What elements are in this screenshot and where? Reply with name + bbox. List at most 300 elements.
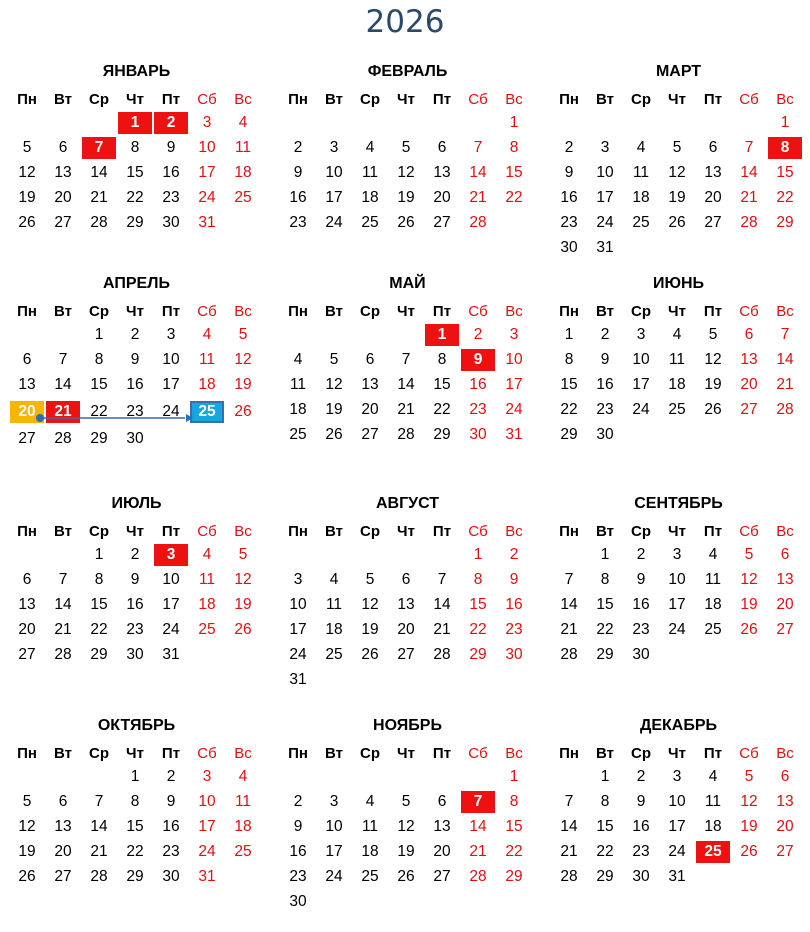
day-cell: 24	[596, 214, 614, 231]
day-cell: 29	[596, 868, 614, 885]
weekday-header: Вт	[325, 91, 343, 108]
day-cell: 31	[198, 214, 216, 231]
weekday-header: Пт	[161, 303, 181, 320]
day-cell: 24	[198, 189, 216, 206]
weekday-header: Чт	[126, 303, 144, 320]
month-title: АПРЕЛЬ	[103, 275, 170, 292]
day-cell: 17	[198, 164, 216, 181]
weekday-header: Сб	[739, 745, 759, 762]
day-cell: 24	[162, 621, 180, 638]
day-cell: 9	[509, 571, 519, 588]
day-cell: 27	[54, 214, 72, 231]
day-cell: 21	[560, 621, 578, 638]
day-cell: 16	[126, 596, 144, 613]
day-cell: 7	[58, 351, 68, 368]
day-cell: 27	[776, 621, 794, 638]
weekday-header: Пт	[432, 523, 452, 540]
day-cell-highlighted: 25	[190, 401, 224, 423]
day-cell: 11	[361, 818, 379, 835]
day-cell: 6	[401, 571, 411, 588]
weekday-header: Вт	[325, 523, 343, 540]
day-cell: 18	[289, 401, 307, 418]
day-cell: 6	[744, 326, 754, 343]
day-cell: 30	[596, 426, 614, 443]
day-cell: 19	[668, 189, 686, 206]
day-cell: 8	[94, 351, 104, 368]
weekday-header: Вс	[776, 303, 794, 320]
month-title: ИЮЛЬ	[111, 495, 162, 512]
day-cell: 2	[564, 139, 574, 156]
day-cell: 6	[780, 546, 790, 563]
day-cell: 18	[361, 189, 379, 206]
day-cell: 31	[162, 646, 180, 663]
day-cell: 24	[198, 843, 216, 860]
day-cell: 3	[600, 139, 610, 156]
day-cell: 15	[505, 818, 523, 835]
weekday-header: Ср	[89, 745, 109, 762]
day-cell: 27	[704, 214, 722, 231]
day-cell: 1	[94, 326, 104, 343]
day-cell: 12	[740, 793, 758, 810]
day-cell: 5	[329, 351, 339, 368]
day-cell: 10	[596, 164, 614, 181]
weekday-header: Пн	[17, 91, 37, 108]
weekday-header: Пн	[559, 91, 579, 108]
day-cell: 16	[505, 596, 523, 613]
day-cell: 21	[776, 376, 794, 393]
day-cell: 27	[433, 214, 451, 231]
day-cell: 21	[469, 843, 487, 860]
day-cell: 2	[293, 793, 303, 810]
day-cell: 24	[505, 401, 523, 418]
weekday-header: Пт	[161, 91, 181, 108]
weekday-header: Пн	[559, 523, 579, 540]
day-cell: 17	[596, 189, 614, 206]
day-cell: 28	[90, 868, 108, 885]
day-cell: 17	[505, 376, 523, 393]
day-cell: 25	[234, 843, 252, 860]
day-cell: 15	[560, 376, 578, 393]
day-cell: 9	[166, 793, 176, 810]
day-cell: 19	[18, 189, 36, 206]
day-cell: 30	[126, 646, 144, 663]
day-cell: 10	[632, 351, 650, 368]
day-cell: 7	[94, 793, 104, 810]
day-cell: 23	[469, 401, 487, 418]
day-cell: 7	[780, 326, 790, 343]
day-cell: 4	[365, 139, 375, 156]
day-cell: 19	[397, 843, 415, 860]
day-cell: 31	[668, 868, 686, 885]
weekday-header: Пн	[559, 745, 579, 762]
day-cell: 13	[776, 571, 794, 588]
day-cell: 31	[596, 239, 614, 256]
weekday-header: Ср	[631, 745, 651, 762]
day-cell: 2	[600, 326, 610, 343]
day-cell: 14	[560, 596, 578, 613]
day-cell: 6	[708, 139, 718, 156]
day-cell: 30	[162, 868, 180, 885]
day-cell: 24	[668, 843, 686, 860]
day-cell: 26	[325, 426, 343, 443]
day-cell: 3	[672, 768, 682, 785]
day-cell: 25	[704, 621, 722, 638]
day-cell: 8	[473, 571, 483, 588]
day-cell: 10	[668, 793, 686, 810]
day-cell: 13	[54, 164, 72, 181]
weekday-header: Сб	[468, 303, 488, 320]
day-cell: 19	[740, 596, 758, 613]
day-cell: 26	[740, 843, 758, 860]
month-title: ФЕВРАЛЬ	[367, 63, 448, 80]
day-cell: 22	[126, 189, 144, 206]
day-cell: 10	[198, 139, 216, 156]
day-cell: 2	[130, 326, 140, 343]
day-cell: 3	[293, 571, 303, 588]
day-cell: 5	[22, 793, 32, 810]
weekday-header: Пн	[288, 303, 308, 320]
weekday-header: Вс	[776, 523, 794, 540]
day-cell: 17	[162, 596, 180, 613]
weekday-header: Вс	[776, 91, 794, 108]
day-cell: 11	[632, 164, 650, 181]
day-cell: 3	[672, 546, 682, 563]
day-cell: 19	[325, 401, 343, 418]
day-cell: 3	[329, 793, 339, 810]
day-cell: 12	[325, 376, 343, 393]
day-cell: 30	[162, 214, 180, 231]
day-cell: 17	[289, 621, 307, 638]
day-cell: 9	[636, 571, 646, 588]
day-cell: 5	[744, 546, 754, 563]
day-cell: 16	[596, 376, 614, 393]
day-cell: 27	[18, 646, 36, 663]
weekday-header: Вс	[505, 303, 523, 320]
day-cell: 13	[18, 376, 36, 393]
day-cell: 1	[600, 546, 610, 563]
day-cell: 8	[600, 793, 610, 810]
weekday-header: Ср	[631, 523, 651, 540]
day-cell: 29	[469, 646, 487, 663]
day-cell: 20	[740, 376, 758, 393]
weekday-header: Вс	[505, 745, 523, 762]
day-cell: 16	[162, 818, 180, 835]
month-title: АВГУСТ	[375, 495, 440, 512]
day-cell: 17	[198, 818, 216, 835]
weekday-header: Вт	[325, 745, 343, 762]
day-cell: 6	[22, 351, 32, 368]
day-cell: 6	[365, 351, 375, 368]
weekday-header: Ср	[631, 303, 651, 320]
day-cell: 17	[668, 818, 686, 835]
day-cell: 22	[596, 843, 614, 860]
day-cell: 3	[166, 326, 176, 343]
day-cell: 19	[361, 621, 379, 638]
day-cell: 10	[289, 596, 307, 613]
day-cell: 13	[54, 818, 72, 835]
day-cell: 2	[293, 139, 303, 156]
weekday-header: Вт	[325, 303, 343, 320]
day-cell: 28	[740, 214, 758, 231]
weekday-header: Пн	[17, 523, 37, 540]
month-title: ЯНВАРЬ	[102, 63, 171, 80]
weekday-header: Пн	[288, 91, 308, 108]
year-title: 2026	[365, 4, 445, 40]
day-cell: 5	[238, 546, 248, 563]
day-cell: 1	[509, 114, 519, 131]
day-cell: 5	[672, 139, 682, 156]
day-cell: 23	[126, 621, 144, 638]
day-cell: 29	[90, 430, 108, 447]
day-cell: 14	[90, 818, 108, 835]
month-title: ДЕКАБРЬ	[639, 717, 718, 734]
day-cell: 29	[560, 426, 578, 443]
day-cell: 20	[776, 818, 794, 835]
day-cell: 9	[600, 351, 610, 368]
day-cell: 1	[509, 768, 519, 785]
arrow-head	[186, 414, 193, 422]
day-cell: 26	[18, 214, 36, 231]
month-title: ОКТЯБРЬ	[97, 717, 176, 734]
day-cell: 14	[740, 164, 758, 181]
day-cell: 30	[560, 239, 578, 256]
day-cell: 25	[234, 189, 252, 206]
day-cell: 14	[54, 376, 72, 393]
day-cell: 7	[58, 571, 68, 588]
day-cell: 15	[776, 164, 794, 181]
weekday-header: Чт	[397, 303, 415, 320]
day-cell: 11	[668, 351, 686, 368]
weekday-header: Чт	[668, 523, 686, 540]
day-cell: 9	[636, 793, 646, 810]
day-cell: 14	[54, 596, 72, 613]
day-cell: 20	[704, 189, 722, 206]
weekday-header: Вс	[234, 745, 252, 762]
day-cell: 10	[325, 818, 343, 835]
day-cell: 12	[234, 351, 252, 368]
day-cell: 26	[740, 621, 758, 638]
day-cell: 23	[560, 214, 578, 231]
weekday-header: Вт	[596, 303, 614, 320]
day-cell-highlighted: 7	[461, 791, 495, 813]
day-cell: 21	[54, 621, 72, 638]
day-cell: 22	[469, 621, 487, 638]
day-cell: 15	[90, 376, 108, 393]
day-cell: 3	[329, 139, 339, 156]
day-cell: 16	[632, 818, 650, 835]
day-cell: 7	[401, 351, 411, 368]
weekday-header: Пн	[288, 745, 308, 762]
day-cell: 24	[162, 403, 180, 420]
day-cell: 7	[744, 139, 754, 156]
day-cell: 2	[509, 546, 519, 563]
day-cell: 21	[90, 189, 108, 206]
day-cell: 23	[289, 868, 307, 885]
day-cell: 27	[776, 843, 794, 860]
weekday-header: Сб	[468, 91, 488, 108]
day-cell: 5	[365, 571, 375, 588]
weekday-header: Сб	[739, 303, 759, 320]
day-cell: 26	[397, 868, 415, 885]
weekday-header: Чт	[668, 91, 686, 108]
day-cell: 8	[94, 571, 104, 588]
day-cell: 4	[365, 793, 375, 810]
weekday-header: Сб	[468, 745, 488, 762]
day-cell: 20	[433, 189, 451, 206]
day-cell: 24	[289, 646, 307, 663]
day-cell: 6	[437, 793, 447, 810]
day-cell: 21	[740, 189, 758, 206]
day-cell: 31	[289, 671, 307, 688]
day-cell: 5	[22, 139, 32, 156]
month-title: НОЯБРЬ	[373, 717, 442, 734]
day-cell: 10	[198, 793, 216, 810]
day-cell: 20	[54, 189, 72, 206]
day-cell: 18	[234, 164, 252, 181]
day-cell: 3	[636, 326, 646, 343]
day-cell: 30	[289, 893, 307, 910]
day-cell: 11	[234, 793, 252, 810]
day-cell: 28	[776, 401, 794, 418]
day-cell: 1	[564, 326, 574, 343]
day-cell: 23	[596, 401, 614, 418]
day-cell: 14	[560, 818, 578, 835]
day-cell: 2	[130, 546, 140, 563]
day-cell: 11	[704, 793, 722, 810]
day-cell: 21	[397, 401, 415, 418]
day-cell: 26	[234, 403, 252, 420]
weekday-header: Вс	[234, 91, 252, 108]
day-cell: 19	[18, 843, 36, 860]
day-cell: 23	[126, 403, 144, 420]
weekday-header: Пт	[703, 523, 723, 540]
day-cell: 6	[780, 768, 790, 785]
weekday-header: Пн	[17, 303, 37, 320]
day-cell: 25	[632, 214, 650, 231]
day-cell: 2	[473, 326, 483, 343]
day-cell: 27	[433, 868, 451, 885]
weekday-header: Пт	[161, 523, 181, 540]
day-cell: 27	[740, 401, 758, 418]
day-cell: 11	[289, 376, 307, 393]
day-cell: 23	[289, 214, 307, 231]
day-cell: 25	[668, 401, 686, 418]
day-cell: 4	[238, 114, 248, 131]
day-cell: 12	[18, 818, 36, 835]
day-cell: 4	[636, 139, 646, 156]
day-cell: 5	[401, 139, 411, 156]
day-cell: 10	[162, 351, 180, 368]
day-cell-highlighted: 1	[425, 324, 459, 346]
weekday-header: Вс	[234, 523, 252, 540]
day-cell: 21	[560, 843, 578, 860]
day-cell: 15	[126, 164, 144, 181]
day-cell-highlighted: 9	[461, 349, 495, 371]
day-cell: 15	[596, 818, 614, 835]
month-title: ИЮНЬ	[652, 275, 705, 292]
day-cell: 9	[293, 164, 303, 181]
day-cell: 28	[397, 426, 415, 443]
day-cell: 16	[469, 376, 487, 393]
day-cell: 12	[18, 164, 36, 181]
day-cell: 18	[234, 818, 252, 835]
day-cell: 21	[469, 189, 487, 206]
weekday-header: Ср	[89, 91, 109, 108]
day-cell: 8	[130, 139, 140, 156]
day-cell: 11	[234, 139, 252, 156]
weekday-header: Чт	[397, 523, 415, 540]
day-cell: 22	[126, 843, 144, 860]
day-cell-highlighted: 3	[154, 544, 188, 566]
month-title: СЕНТЯБРЬ	[634, 495, 723, 512]
day-cell: 25	[361, 868, 379, 885]
day-cell: 24	[325, 214, 343, 231]
month-title: МАЙ	[389, 275, 426, 292]
weekday-header: Вс	[505, 523, 523, 540]
day-cell: 8	[130, 793, 140, 810]
day-cell: 24	[325, 868, 343, 885]
day-cell: 4	[708, 546, 718, 563]
day-cell: 1	[600, 768, 610, 785]
day-cell: 27	[397, 646, 415, 663]
day-cell: 9	[166, 139, 176, 156]
day-cell: 29	[776, 214, 794, 231]
weekday-header: Чт	[397, 91, 415, 108]
day-cell: 18	[704, 818, 722, 835]
day-cell: 5	[238, 326, 248, 343]
day-cell: 4	[329, 571, 339, 588]
day-cell: 8	[437, 351, 447, 368]
day-cell: 2	[636, 768, 646, 785]
weekday-header: Чт	[126, 91, 144, 108]
weekday-header: Пн	[17, 745, 37, 762]
day-cell: 14	[433, 596, 451, 613]
day-cell: 8	[509, 793, 519, 810]
day-cell: 11	[325, 596, 343, 613]
day-cell: 24	[632, 401, 650, 418]
day-cell: 28	[90, 214, 108, 231]
weekday-header: Пт	[703, 745, 723, 762]
day-cell: 22	[560, 401, 578, 418]
day-cell: 11	[198, 571, 216, 588]
weekday-header: Ср	[631, 91, 651, 108]
day-cell: 25	[289, 426, 307, 443]
weekday-header: Ср	[360, 745, 380, 762]
weekday-header: Чт	[126, 523, 144, 540]
day-cell: 6	[437, 139, 447, 156]
weekday-header: Вс	[505, 91, 523, 108]
day-cell: 29	[433, 426, 451, 443]
day-cell: 31	[198, 868, 216, 885]
weekday-header: Пт	[432, 303, 452, 320]
day-cell: 18	[704, 596, 722, 613]
day-cell: 28	[54, 646, 72, 663]
day-cell: 11	[198, 351, 216, 368]
weekday-header: Вт	[54, 91, 72, 108]
day-cell: 20	[397, 621, 415, 638]
day-cell: 25	[325, 646, 343, 663]
day-cell: 6	[58, 793, 68, 810]
day-cell: 13	[361, 376, 379, 393]
day-cell: 19	[740, 818, 758, 835]
weekday-header: Ср	[360, 303, 380, 320]
day-cell: 20	[18, 621, 36, 638]
day-cell: 16	[126, 376, 144, 393]
day-cell: 5	[401, 793, 411, 810]
day-cell: 20	[433, 843, 451, 860]
day-cell: 22	[90, 403, 108, 420]
day-cell: 17	[668, 596, 686, 613]
